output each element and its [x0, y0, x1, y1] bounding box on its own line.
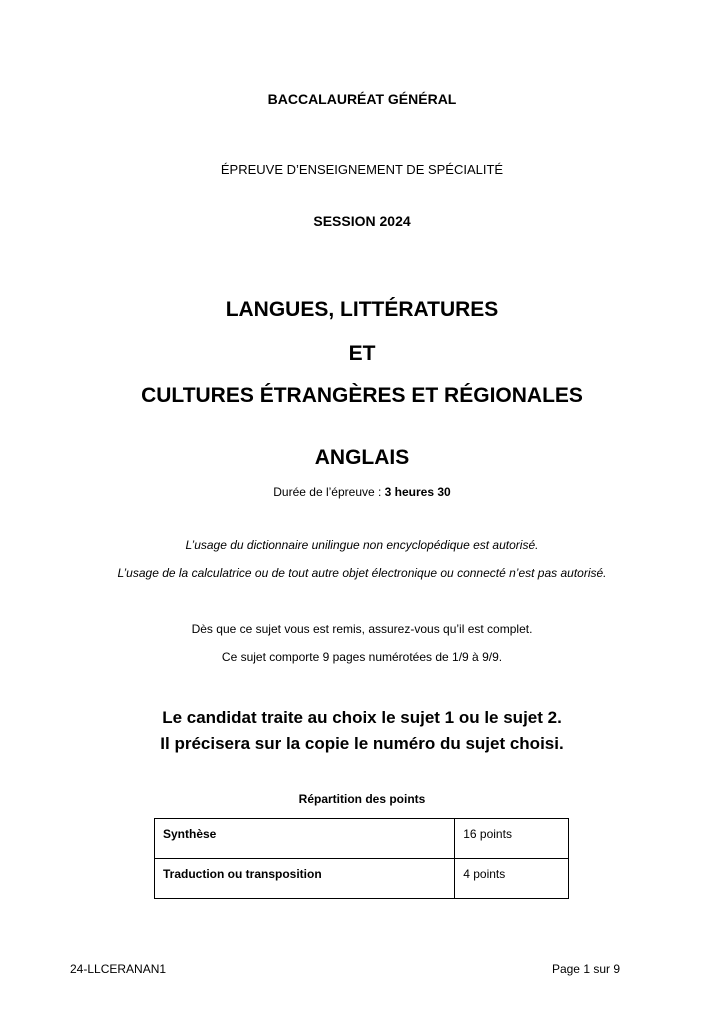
title-line-1: LANGUES, LITTÉRATURES: [225, 298, 499, 321]
completeness-instruction: Dès que ce sujet vous est remis, assurez-vous qu’il est complet.: [191, 622, 533, 636]
choice-instruction-1: Le candidat traite au choix le sujet 1 ou le sujet 2.: [162, 708, 562, 727]
table-cell-label: Synthèse: [155, 819, 455, 859]
points-table: [154, 818, 569, 899]
table-row: [155, 859, 569, 899]
language-title: ANGLAIS: [314, 446, 410, 469]
table-row: [155, 819, 569, 859]
table-cell-value: 16 points: [455, 819, 569, 859]
table-cell-value: 4 points: [455, 859, 569, 899]
exam-type: BACCALAURÉAT GÉNÉRAL: [267, 91, 457, 107]
title-line-3: CULTURES ÉTRANGÈRES ET RÉGIONALES: [141, 384, 583, 407]
points-table-title: Répartition des points: [298, 792, 426, 806]
exam-category: ÉPREUVE D’ENSEIGNEMENT DE SPÉCIALITÉ: [220, 162, 504, 177]
session-label: SESSION 2024: [313, 213, 411, 229]
footer-code: 24-LLCERANAN1: [70, 962, 167, 976]
footer-page-number: Page 1 sur 9: [551, 962, 620, 976]
duration-label: Durée de l’épreuve :: [273, 485, 385, 499]
title-line-2: ET: [348, 342, 376, 365]
table-cell-label: Traduction ou transposition: [155, 859, 455, 899]
duration-value: 3 heures 30: [384, 485, 451, 499]
dictionary-rule: L’usage du dictionnaire unilingue non encyclopédique est autorisé.: [185, 538, 539, 552]
calculator-rule: L’usage de la calculatrice ou de tout autre objet électronique ou connecté n’est pas autorisé.: [117, 566, 607, 580]
duration-line: [0, 485, 724, 499]
page-count-instruction: Ce sujet comporte 9 pages numérotées de 1/9 à 9/9.: [221, 650, 503, 664]
choice-instruction-2: Il précisera sur la copie le numéro du sujet choisi.: [160, 734, 564, 753]
